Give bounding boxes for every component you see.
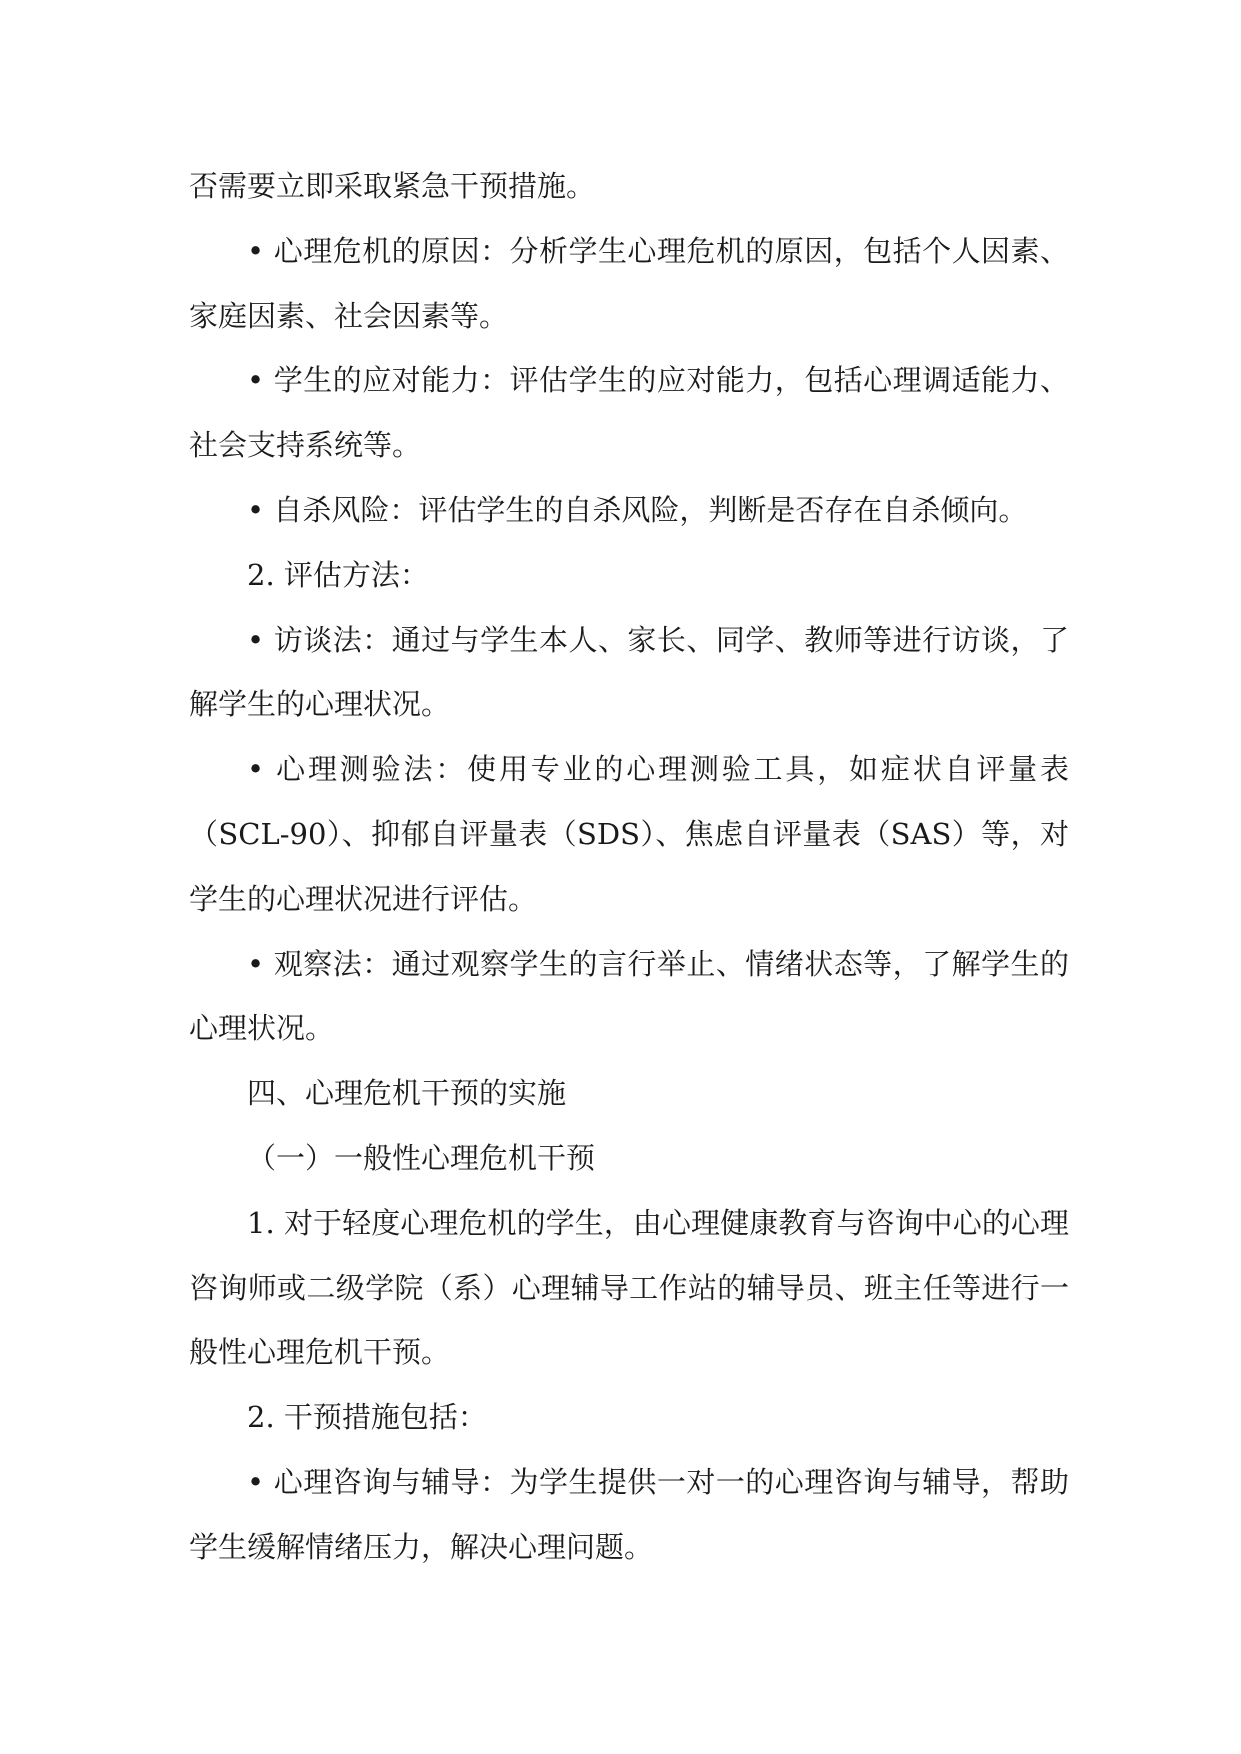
- bullet-psych-test-method: • 心理测验法：使用专业的心理测验工具，如症状自评量表（SCL-90）、抑郁自评量表（SDS）、焦虑自评量表（SAS）等，对学生的心理状况进行评估。: [189, 752, 1069, 916]
- paragraph-continuation: 否需要立即采取紧急干预措施。: [189, 169, 596, 203]
- document-body: [189, 154, 1069, 1580]
- subsection-heading-general: （一）一般性心理危机干预: [247, 1140, 596, 1175]
- bullet-suicide-risk: • 自杀风险：评估学生的自杀风险，判断是否存在自杀倾向。: [247, 492, 1028, 527]
- bullet-interview-method: • 访谈法：通过与学生本人、家长、同学、教师等进行访谈，了解学生的心理状况。: [189, 622, 1069, 722]
- bullet-observation-method: • 观察法：通过观察学生的言行举止、情绪状态等，了解学生的心理状况。: [189, 946, 1069, 1046]
- bullet-coping-ability: • 学生的应对能力：评估学生的应对能力，包括心理调适能力、社会支持系统等。: [189, 363, 1069, 463]
- item-assessment-methods: 2. 评估方法：: [247, 557, 429, 592]
- section-heading-intervention: 四、心理危机干预的实施: [247, 1076, 567, 1111]
- item-measures: 2. 干预措施包括：: [247, 1400, 487, 1435]
- item-mild-crisis: 1. 对于轻度心理危机的学生，由心理健康教育与咨询中心的心理咨询师或二级学院（系）心理辅导工作站的辅导员、班主任等进行一般性心理危机干预。: [189, 1205, 1069, 1370]
- bullet-counseling: • 心理咨询与辅导：为学生提供一对一的心理咨询与辅导，帮助学生缓解情绪压力，解决心理问题。: [189, 1464, 1069, 1564]
- bullet-crisis-causes: • 心理危机的原因：分析学生心理危机的原因，包括个人因素、家庭因素、社会因素等。: [189, 233, 1069, 333]
